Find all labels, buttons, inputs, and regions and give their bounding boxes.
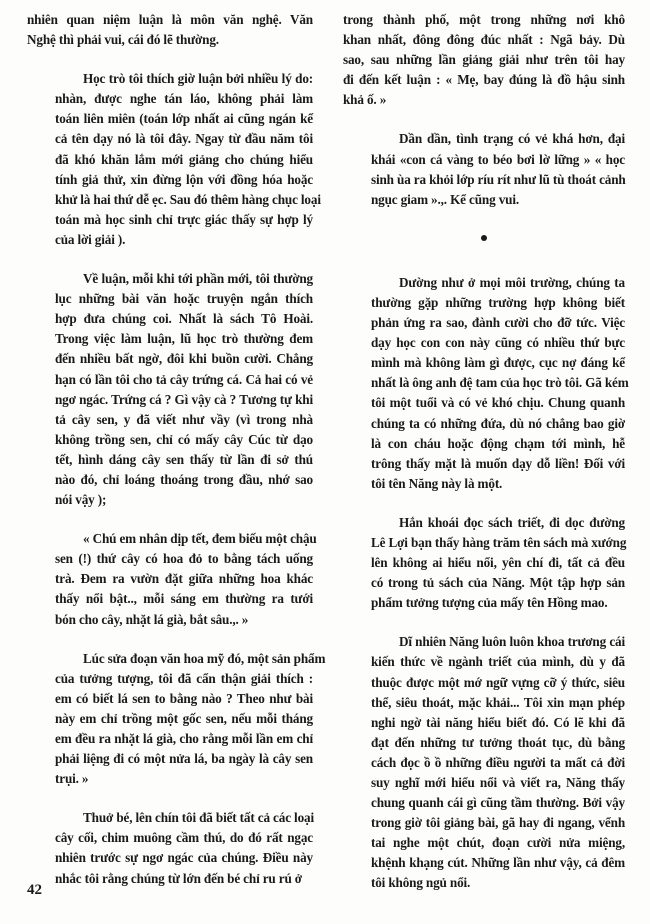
text-line: khan nhất, đông đông đúc nhất : Ngã bảy. Dù	[343, 32, 625, 48]
text-line: ngơ ngác. Trứng cá ? Gì vậy cà ? Tương tự khi	[55, 391, 313, 407]
paragraph	[27, 649, 326, 790]
paragraph	[343, 10, 625, 110]
paragraph	[27, 10, 313, 50]
text-line: Thuở bé, lên chín tôi đã biết tất cả các loại	[83, 810, 314, 826]
text-line: trà. Đem ra vườn đặt giữa những hoa khác	[55, 571, 313, 587]
text-line: sen (!) thứ cây có hoa đỏ to bằng tách uống	[55, 551, 313, 567]
text-line: trong giờ tôi giảng bài, gã hay đi ngang, vểnh	[371, 815, 625, 831]
paragraph	[343, 129, 625, 209]
right-column	[343, 10, 629, 913]
text-line: thấy nổi bật.., mỗi sáng em thường ra tưới	[55, 591, 313, 607]
text-line: nào đó, chỉ loáng thoáng trong đầu, nhớ sao	[55, 471, 313, 487]
text-line: phản ứng ra sao, đành cười cho đỡ tức. Việc	[371, 315, 625, 331]
text-line: khả ố. »	[343, 92, 387, 108]
text-line: nói vậy );	[55, 492, 107, 508]
text-line: thường gặp những trường hợp không biết	[371, 294, 625, 310]
text-line: cả tên dạy nó là tôi đây. Ngay từ đầu năm tôi	[55, 131, 313, 147]
text-line: chung quanh cái gì cũng tầm thường. Bởi vậy	[371, 795, 625, 811]
text-line: nhiên quan niệm luận là môn văn nghệ. Văn	[27, 12, 313, 27]
text-line: cách đọc ồ ồ những điều người ta mất cả đời	[371, 754, 625, 770]
text-line: tôi không ngủ nổi.	[371, 875, 471, 891]
text-line: là con cháu hoặc động chạm tới mình, hễ	[371, 435, 625, 451]
text-line: dạy học con con này cũng có nhiều thứ bực	[371, 335, 625, 351]
text-line: thuộc được một mớ ngữ vựng cỡ ý thức, siêu	[371, 674, 625, 690]
text-line: này em chỉ trồng một gốc sen, nếu mỗi tháng	[55, 710, 313, 726]
right-column-top-section	[343, 10, 625, 210]
text-line: đã khó khăn lắm mới giảng cho chúng hiểu	[55, 151, 313, 167]
text-line: có trong tủ sách của Năng. Một tập hợp sản	[371, 575, 625, 591]
text-line: khái «con cá vàng to béo bơi lờ lững » « học	[371, 151, 625, 167]
text-line: Nghệ thì phải vui, cái đó lẽ thường.	[27, 32, 219, 48]
text-line: chúng ta có những đứa, dù nó chẳng bao giờ	[371, 415, 625, 431]
text-line: không trồng sen, chỉ có mấy cây Cúc từ dạo	[55, 431, 313, 447]
text-line: suy nghĩ mới hiểu nổi và viết ra, Năng thấy	[371, 775, 625, 790]
text-line: ngục giam ».,. Kể cũng vui.	[371, 191, 519, 207]
paragraph	[343, 513, 625, 613]
text-line: thể, siêu thoát, mặc khải... Tôi xin mạn phép	[371, 694, 625, 710]
text-line: hạn có lần tôi cho tả cây trứng cá. Cả hai có vẻ	[55, 371, 313, 387]
text-line: nhàn, được nghe tán láo, không phải làm	[55, 91, 313, 107]
text-line: Dường như ở mọi môi trường, chúng ta	[399, 274, 625, 290]
text-line: « Chú em nhân dịp tết, đem biếu một chậu	[83, 531, 317, 547]
left-column	[27, 10, 326, 908]
text-line: Dần dần, tình trạng có vẻ khá hơn, đại	[399, 131, 625, 147]
text-line: khệnh khạng cút. Những lần như vậy, cả đêm	[371, 855, 625, 871]
paragraph	[27, 529, 317, 629]
text-line: tai nghe một chút, đoạn cười nửa miệng,	[371, 835, 625, 851]
text-line: đi đến kết luận : « Mẹ, bay đúng là đồ hậu sinh	[343, 72, 625, 88]
text-line: kiến thức về ngành triết của mình, dù y đã	[371, 654, 625, 670]
text-line: trông thấy mặt là muốn dạy dỗ liền! Đối với	[371, 455, 625, 471]
right-column-bottom-section	[343, 273, 629, 894]
text-line: nhất là ông anh đệ tam của học trò tôi. Gã kém	[371, 375, 629, 391]
paragraph	[27, 269, 313, 510]
text-line: nhiên trước sự ngơ ngác của chúng. Điều này	[55, 850, 313, 866]
text-line: hợp đưa chúng coi. Nhất là sách Tô Hoài.	[55, 311, 313, 327]
text-line: lục những bài văn hoặc truyện ngắn thích	[55, 291, 313, 307]
text-line: tôi tên Năng này là một.	[371, 475, 503, 491]
text-line: tôi một tuổi và có vẻ khó chịu. Chung quanh	[371, 395, 625, 411]
text-line: toán liên miên (toán lớp nhất ai cũng ngán kể	[55, 111, 313, 127]
paragraph	[27, 69, 321, 250]
paragraph	[343, 632, 625, 893]
text-line: nghi ngờ tài năng hiểu biết đó. Có lẽ khi đã	[371, 714, 625, 730]
text-line: cây cối, chim muông cầm thú, do đó rất ngạc	[55, 830, 313, 846]
text-line: Lúc sửa đoạn văn hoa mỹ đó, một sản phẩm	[83, 650, 326, 666]
bullet-separator-icon	[481, 235, 487, 241]
text-line: sinh ùa ra khỏi lớp ríu rít như lũ tù thoát cảnh	[371, 171, 626, 187]
text-line: em đều ra nhặt lá già, cho rằng mỗi lần em chỉ	[55, 731, 313, 746]
text-line: khử là hai thứ dễ ẹc. Sau đó thêm hàng chục loại	[55, 191, 321, 207]
text-line: toán mà học sinh chỉ trực giác thấy sự hợp lý	[55, 211, 313, 227]
text-line: tết, hình dáng cây sen thấy từ lần đi sở thú	[55, 451, 313, 467]
text-line: tính giả thử, xin đừng lộn với đồng hóa hoặc	[55, 171, 313, 187]
text-line: trụi. »	[55, 771, 89, 787]
text-line: phải liệng đi có một nửa lá, ba ngày là cây sen	[55, 751, 313, 767]
text-line: lên không ai hiểu nổi, yên chí đi, tất cả đều	[371, 555, 625, 571]
paragraph	[343, 273, 629, 494]
text-line: Lê Lợi bạn thấy hàng trăm tên sách mà xướng	[371, 534, 627, 550]
text-line: Dĩ nhiên Năng luôn luôn khoa trương cái	[399, 634, 625, 650]
text-line: trong thành phố, một trong những nơi khô	[343, 12, 625, 27]
text-line: em có biết lá sen to bằng nào ? Theo như bài	[55, 690, 313, 706]
page-number: 42	[27, 882, 42, 898]
text-line: Học trò tôi thích giờ luận bởi nhiều lý do:	[83, 71, 313, 87]
section-separator	[343, 229, 625, 245]
text-line: nhắc tôi rằng chúng từ lớn đến bé chỉ ru rú ở	[55, 870, 302, 886]
text-line: tả cây sen, y đã viết như vầy (vì trong nhà	[55, 411, 313, 427]
text-line: sao, sau những lần giảng giải như trên tôi hay	[343, 52, 625, 68]
text-line: Hắn khoái đọc sách triết, đi dọc đường	[399, 514, 625, 530]
text-line: của tưởng tượng, tôi đã cẩn thận giải thích :	[55, 670, 313, 686]
text-line: đến nhiều bất ngờ, đôi khi buồn cười. Chẳng	[55, 351, 313, 367]
text-line: bón cho cây, nhặt lá già, bắt sâu.,. »	[55, 611, 249, 627]
text-line: mình mà không làm gì được, cục nợ đáng kể	[371, 355, 625, 371]
text-line: Về luận, mỗi khi tới phần mới, tôi thường	[83, 271, 313, 287]
text-line: phẩm tưởng tượng của mấy tên Hồng mao.	[371, 595, 608, 611]
text-line: Trong việc làm luận, lũ học trò thường đem	[55, 331, 313, 347]
paragraph	[27, 808, 313, 888]
text-line: của lời giải ).	[55, 231, 126, 247]
text-line: đạt đến những tư tưởng thoát tục, dù bằng	[371, 734, 625, 750]
